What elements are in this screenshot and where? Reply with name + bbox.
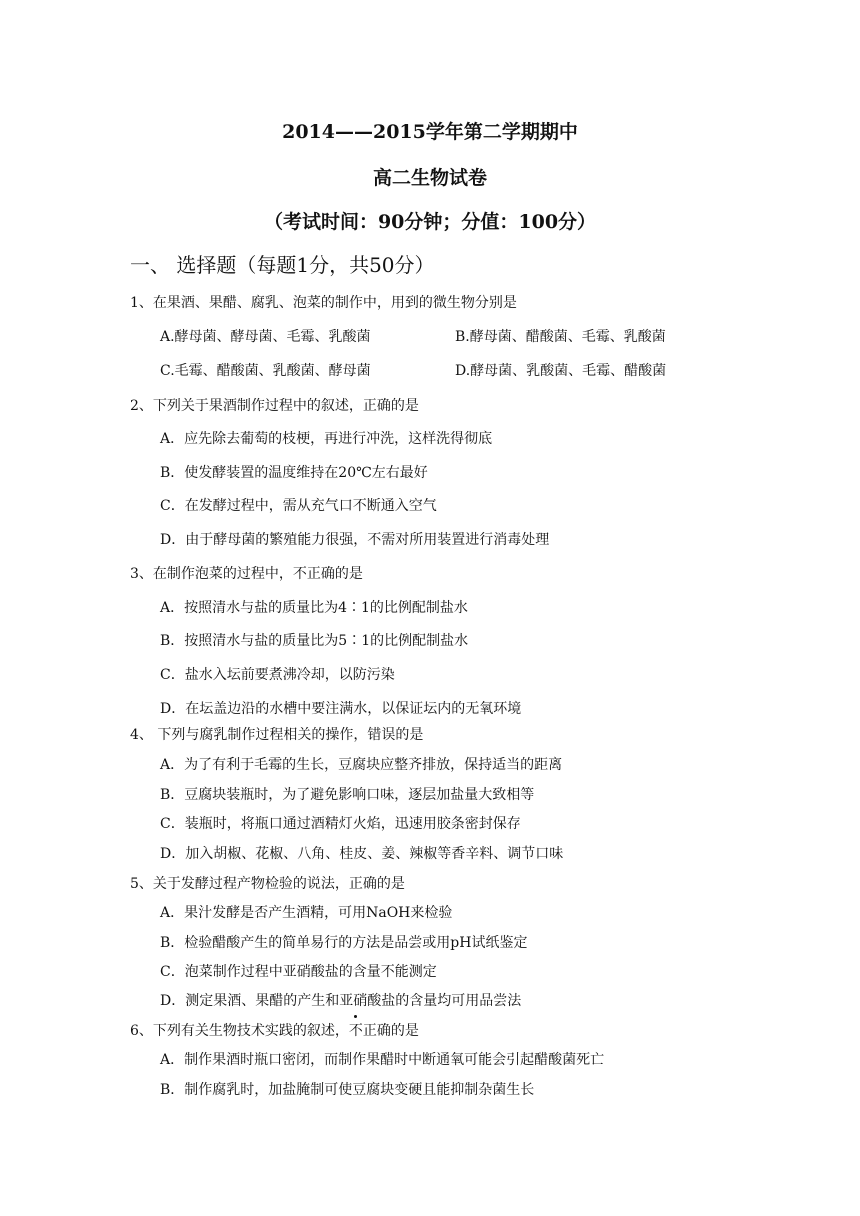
question-5-option-d: D．测定果酒、果醋的产生和亚硝酸盐的含量均可用品尝法: [160, 993, 522, 1009]
question-1-option-b: B.酵母菌、醋酸菌、毛霉、乳酸菌: [455, 329, 666, 345]
emphasis-dot-word: 不: [349, 1020, 363, 1040]
question-5-option-c: C．泡菜制作过程中亚硝酸盐的含量不能测定: [160, 964, 437, 980]
exam-title: 2014——2015学年第二学期期中: [282, 121, 578, 143]
question-4-stem: 4、 下列与腐乳制作过程相关的操作，错误的是: [130, 727, 424, 743]
question-2-stem: 2、下列关于果酒制作过程中的叙述，正确的是: [130, 398, 419, 414]
question-4-option-b: B．豆腐块装瓶时，为了避免影响口味，逐层加盐量大致相等: [160, 787, 535, 803]
question-6-stem: [130, 1020, 419, 1040]
question-3-option-a: A．按照清水与盐的质量比为4∶1的比例配制盐水: [160, 600, 468, 616]
question-1-option-d: D.酵母菌、乳酸菌、毛霉、醋酸菌: [455, 363, 667, 379]
question-1-stem: 1、在果酒、果醋、腐乳、泡菜的制作中，用到的微生物分别是: [130, 295, 517, 311]
question-4-option-a: A．为了有利于毛霉的生长，豆腐块应整齐排放，保持适当的距离: [160, 757, 563, 773]
question-2-option-c: C．在发酵过程中，需从充气口不断通入空气: [160, 498, 437, 514]
question-3-option-d: D．在坛盖边沿的水槽中要注满水，以保证坛内的无氧环境: [160, 701, 522, 717]
question-6-option-b: B．制作腐乳时，加盐腌制可使豆腐块变硬且能抑制杂菌生长: [160, 1082, 535, 1098]
section-title: 一、 选择题（每题1分，共50分）: [130, 253, 435, 277]
question-3-stem: 3、在制作泡菜的过程中，不正确的是: [130, 566, 363, 582]
question-4-option-d: D．加入胡椒、花椒、八角、桂皮、姜、辣椒等香辛料、调节口味: [160, 846, 564, 862]
question-2-option-a: A．应先除去葡萄的枝梗，再进行冲洗，这样洗得彻底: [160, 431, 493, 447]
question-4-option-c: C．装瓶时，将瓶口通过酒精灯火焰，迅速用胶条密封保存: [160, 816, 521, 832]
question-1-option-a: A.酵母菌、酵母菌、毛霉、乳酸菌: [160, 329, 371, 345]
question-5-option-a: A．果汁发酵是否产生酒精，可用NaOH来检验: [160, 905, 453, 921]
question-5-stem: 5、关于发酵过程产物检验的说法，正确的是: [130, 876, 405, 892]
question-6-stem-pre: 6、下列有关生物技术实践的叙述，: [130, 1023, 349, 1039]
question-6-stem-post: 正确的是: [362, 1023, 419, 1039]
question-1-option-c: C.毛霉、醋酸菌、乳酸菌、酵母菌: [160, 363, 371, 379]
question-3-option-c: C．盐水入坛前要煮沸冷却，以防污染: [160, 667, 395, 683]
question-6-option-a: A．制作果酒时瓶口密闭，而制作果醋时中断通氧可能会引起醋酸菌死亡: [160, 1052, 605, 1068]
question-2-option-b: B．使发酵装置的温度维持在20℃左右最好: [160, 465, 428, 481]
question-5-option-b: B．检验醋酸产生的简单易行的方法是品尝或用pH试纸鉴定: [160, 935, 528, 951]
exam-subtitle: 高二生物试卷: [372, 167, 487, 189]
question-3-option-b: B．按照清水与盐的质量比为5∶1的比例配制盐水: [160, 633, 469, 649]
exam-info: （考试时间：90分钟；分值：100分）: [263, 211, 597, 233]
question-2-option-d: D．由于酵母菌的繁殖能力很强，不需对所用装置进行消毒处理: [160, 532, 550, 548]
